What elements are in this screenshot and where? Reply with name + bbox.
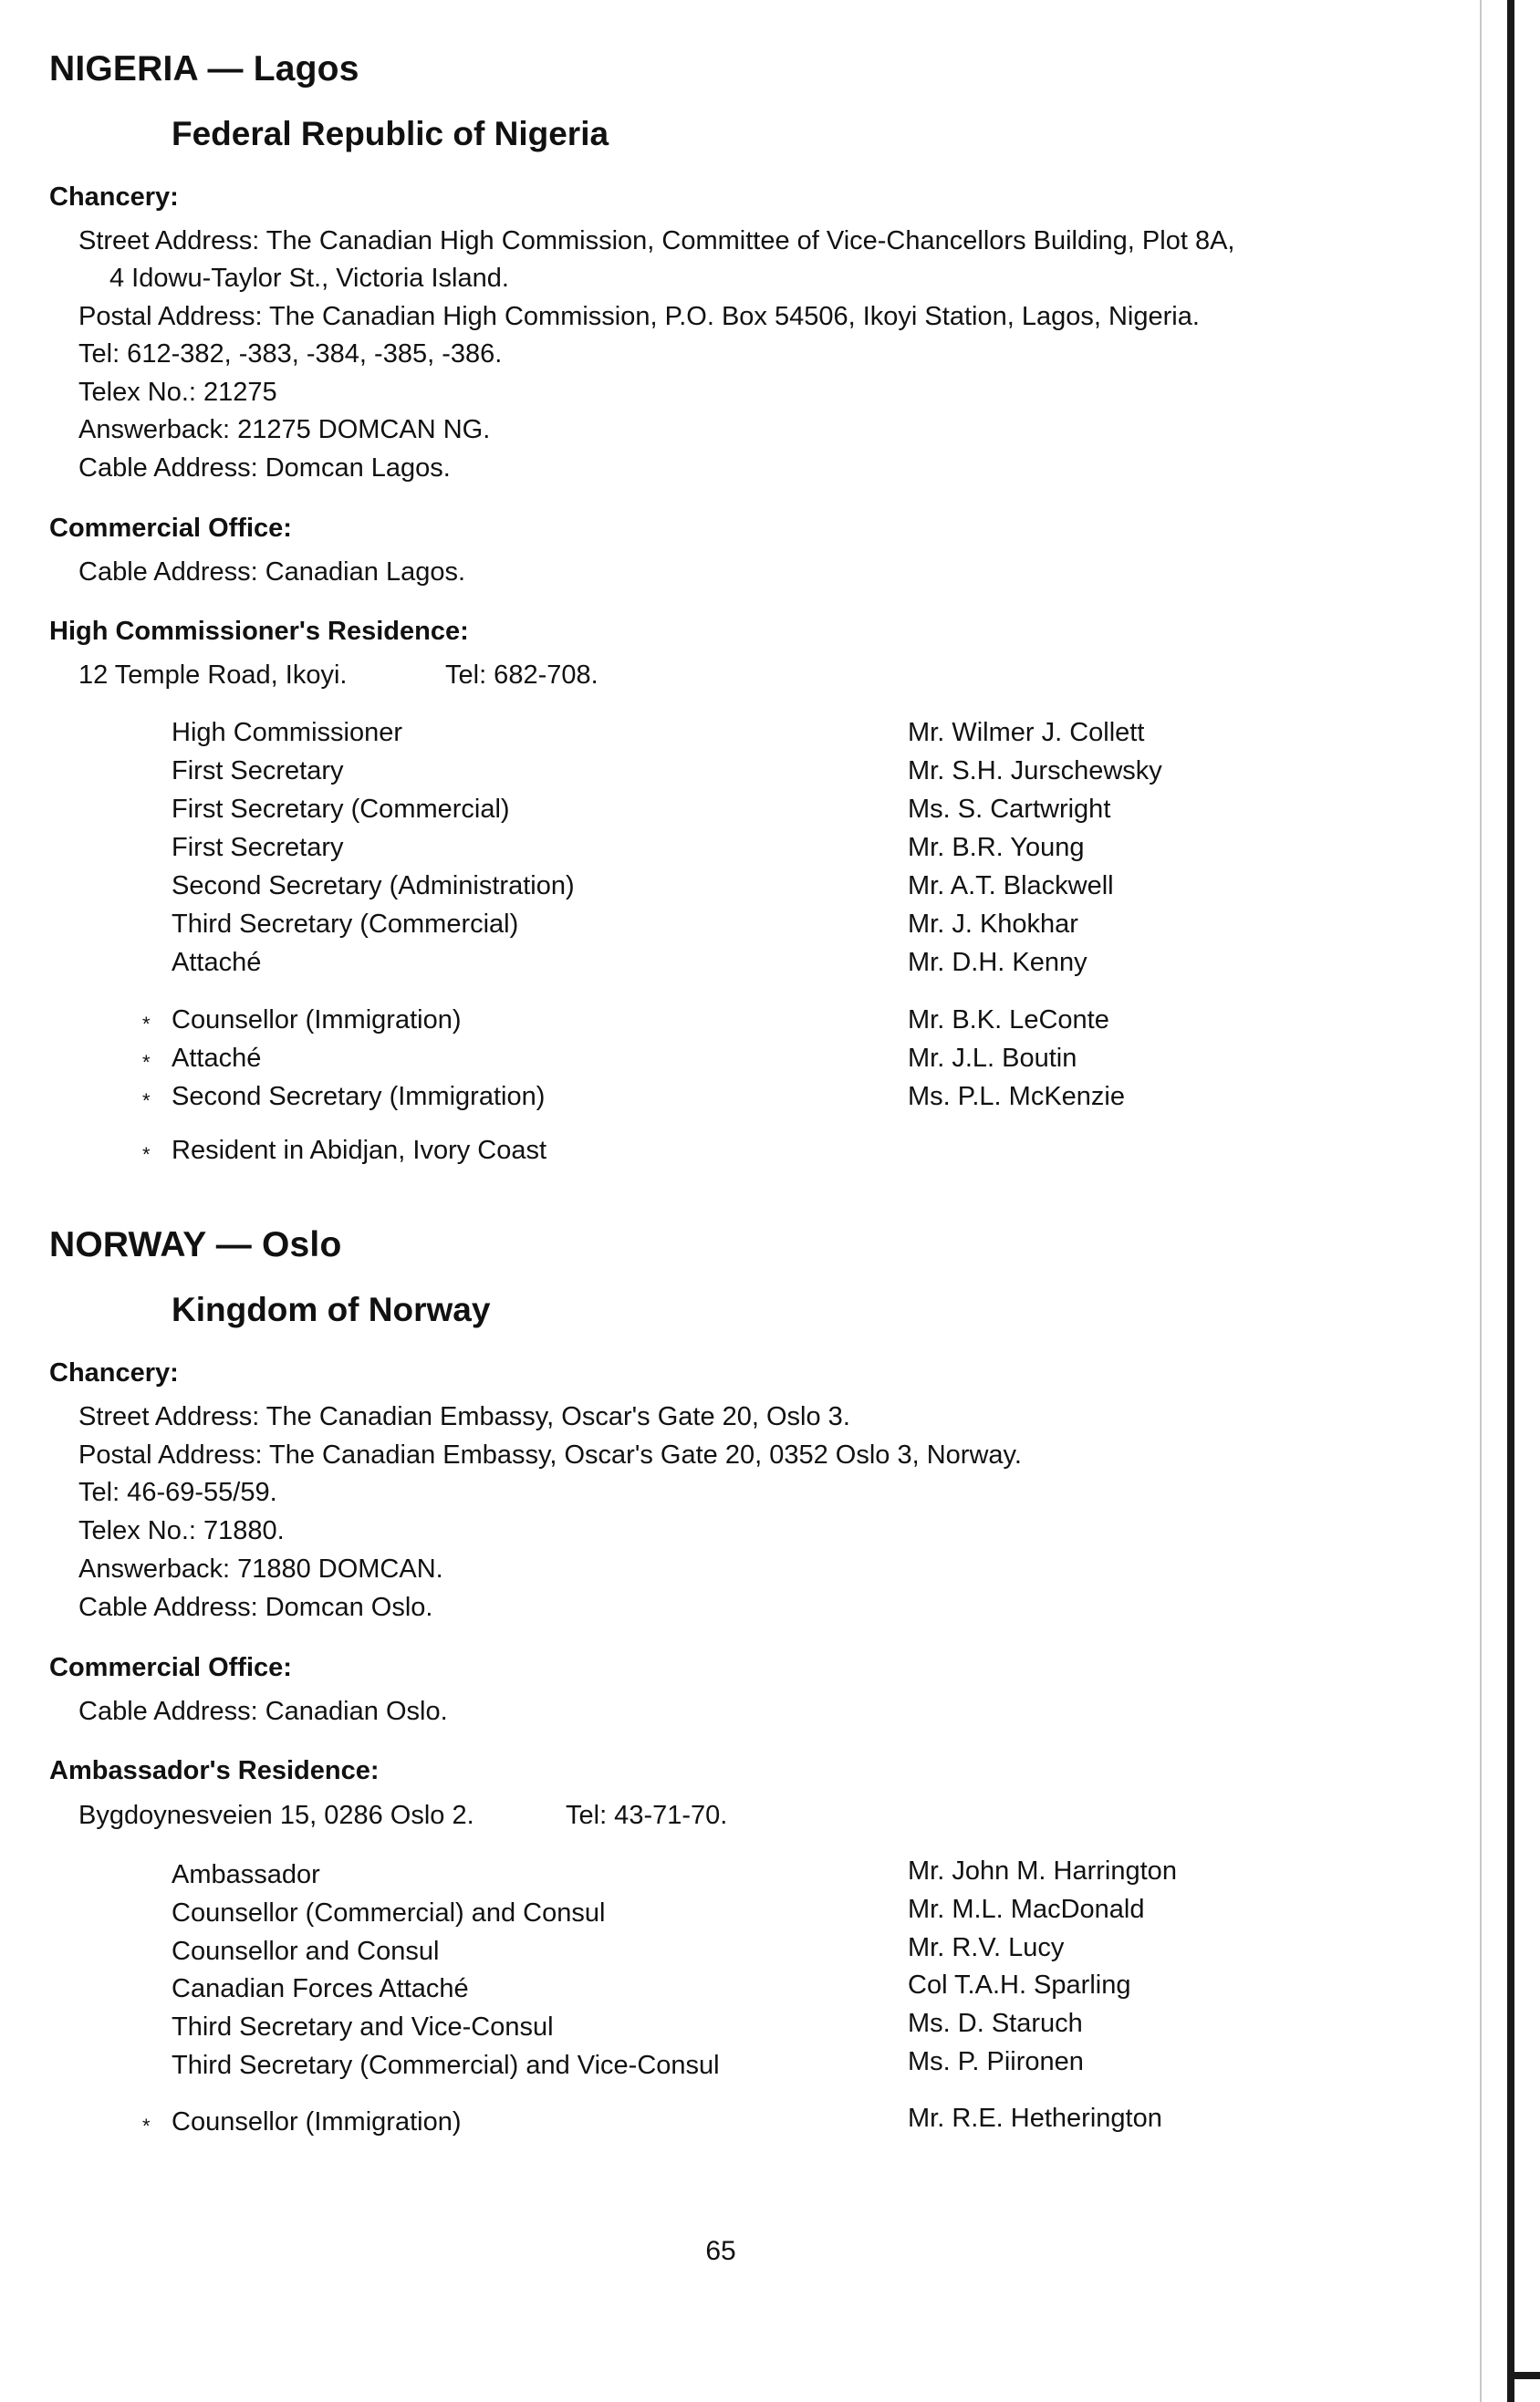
asterisk-icon: *	[142, 1051, 151, 1074]
staff-title: Counsellor (Immigration)	[172, 2107, 462, 2137]
staff-title: Attaché	[172, 948, 262, 977]
footnote: Resident in Abidjan, Ivory Coast	[172, 1136, 547, 1165]
chancery-line: Postal Address: The Canadian High Commission, P.O. Box 54506, Ikoyi Station, Lagos, Nigeria.	[78, 302, 1200, 331]
chancery-line: Cable Address: Domcan Oslo.	[78, 1593, 433, 1622]
page-binding-edge	[1507, 0, 1514, 2402]
staff-title: First Secretary	[172, 833, 344, 862]
country-heading: NIGERIA — Lagos	[49, 49, 359, 88]
chancery-line: Tel: 612-382, -383, -384, -385, -386.	[78, 339, 503, 369]
staff-name: Ms. D. Staruch	[908, 2009, 1083, 2038]
staff-title: Third Secretary and Vice-Consul	[172, 2012, 554, 2042]
staff-name: Ms. P.L. McKenzie	[908, 1082, 1126, 1111]
chancery-line: Postal Address: The Canadian Embassy, Oscar's Gate 20, 0352 Oslo 3, Norway.	[78, 1440, 1022, 1470]
commercial-office-heading: Commercial Office:	[49, 1653, 292, 1682]
chancery-line: 4 Idowu-Taylor St., Victoria Island.	[109, 264, 509, 293]
staff-name: Mr. R.E. Hetherington	[908, 2104, 1162, 2133]
asterisk-icon: *	[142, 1013, 151, 1035]
chancery-line: Telex No.: 21275	[78, 378, 277, 407]
staff-name: Mr. J.L. Boutin	[908, 1044, 1077, 1073]
staff-name: Ms. P. Piironen	[908, 2047, 1084, 2076]
staff-name: Mr. B.R. Young	[908, 833, 1085, 862]
staff-title: Counsellor (Immigration)	[172, 1005, 462, 1035]
staff-title: Second Secretary (Administration)	[172, 871, 575, 900]
chancery-line: Street Address: The Canadian High Commission, Committee of Vice-Chancellors Building, Plot 8A,	[78, 226, 1235, 255]
residence-address: 12 Temple Road, Ikoyi.	[78, 660, 348, 690]
staff-title: First Secretary (Commercial)	[172, 795, 510, 824]
page-edge-shadow	[1480, 0, 1482, 2402]
staff-name: Mr. A.T. Blackwell	[908, 871, 1114, 900]
staff-name: Mr. Wilmer J. Collett	[908, 718, 1145, 747]
staff-name: Mr. J. Khokhar	[908, 910, 1078, 939]
country-heading: NORWAY — Oslo	[49, 1225, 342, 1264]
commercial-office-line: Cable Address: Canadian Lagos.	[78, 557, 466, 587]
residence-heading: Ambassador's Residence:	[49, 1756, 380, 1785]
country-full-name: Kingdom of Norway	[172, 1291, 491, 1328]
chancery-line: Answerback: 71880 DOMCAN.	[78, 1555, 443, 1584]
commercial-office-line: Cable Address: Canadian Oslo.	[78, 1697, 448, 1726]
staff-title: Counsellor and Consul	[172, 1937, 440, 1966]
chancery-line: Cable Address: Domcan Lagos.	[78, 453, 451, 483]
staff-title: Third Secretary (Commercial)	[172, 910, 519, 939]
residence-address: Bygdoynesveien 15, 0286 Oslo 2.	[78, 1801, 474, 1830]
chancery-heading: Chancery:	[49, 182, 179, 212]
staff-name: Col T.A.H. Sparling	[908, 1970, 1131, 2000]
residence-tel: Tel: 682-708.	[445, 660, 598, 690]
chancery-line: Telex No.: 71880.	[78, 1516, 285, 1545]
staff-name: Mr. R.V. Lucy	[908, 1933, 1065, 1962]
staff-name: Mr. B.K. LeConte	[908, 1005, 1109, 1035]
staff-name: Ms. S. Cartwright	[908, 795, 1111, 824]
chancery-heading: Chancery:	[49, 1358, 179, 1388]
staff-name: Mr. S.H. Jurschewsky	[908, 756, 1162, 785]
asterisk-icon: *	[142, 1089, 151, 1112]
asterisk-icon: *	[142, 2115, 151, 2137]
chancery-line: Street Address: The Canadian Embassy, Oscar's Gate 20, Oslo 3.	[78, 1402, 850, 1431]
staff-title: First Secretary	[172, 756, 344, 785]
staff-title: Canadian Forces Attaché	[172, 1974, 469, 2003]
page-number: 65	[705, 2236, 736, 2266]
staff-title: High Commissioner	[172, 718, 403, 747]
staff-title: Ambassador	[172, 1860, 320, 1889]
staff-title: Counsellor (Commercial) and Consul	[172, 1898, 606, 1928]
staff-title: Third Secretary (Commercial) and Vice-Consul	[172, 2051, 720, 2080]
chancery-line: Tel: 46-69-55/59.	[78, 1478, 277, 1507]
staff-name: Mr. D.H. Kenny	[908, 948, 1087, 977]
asterisk-icon: *	[142, 1143, 151, 1166]
country-full-name: Federal Republic of Nigeria	[172, 115, 609, 152]
staff-title: Attaché	[172, 1044, 262, 1073]
residence-heading: High Commissioner's Residence:	[49, 617, 469, 646]
staff-name: Mr. M.L. MacDonald	[908, 1895, 1145, 1924]
staff-title: Second Secretary (Immigration)	[172, 1082, 546, 1111]
commercial-office-heading: Commercial Office:	[49, 514, 292, 543]
staff-name: Mr. John M. Harrington	[908, 1856, 1177, 1886]
page-binding-corner	[1507, 2372, 1540, 2379]
chancery-line: Answerback: 21275 DOMCAN NG.	[78, 415, 491, 444]
residence-tel: Tel: 43-71-70.	[566, 1801, 728, 1830]
